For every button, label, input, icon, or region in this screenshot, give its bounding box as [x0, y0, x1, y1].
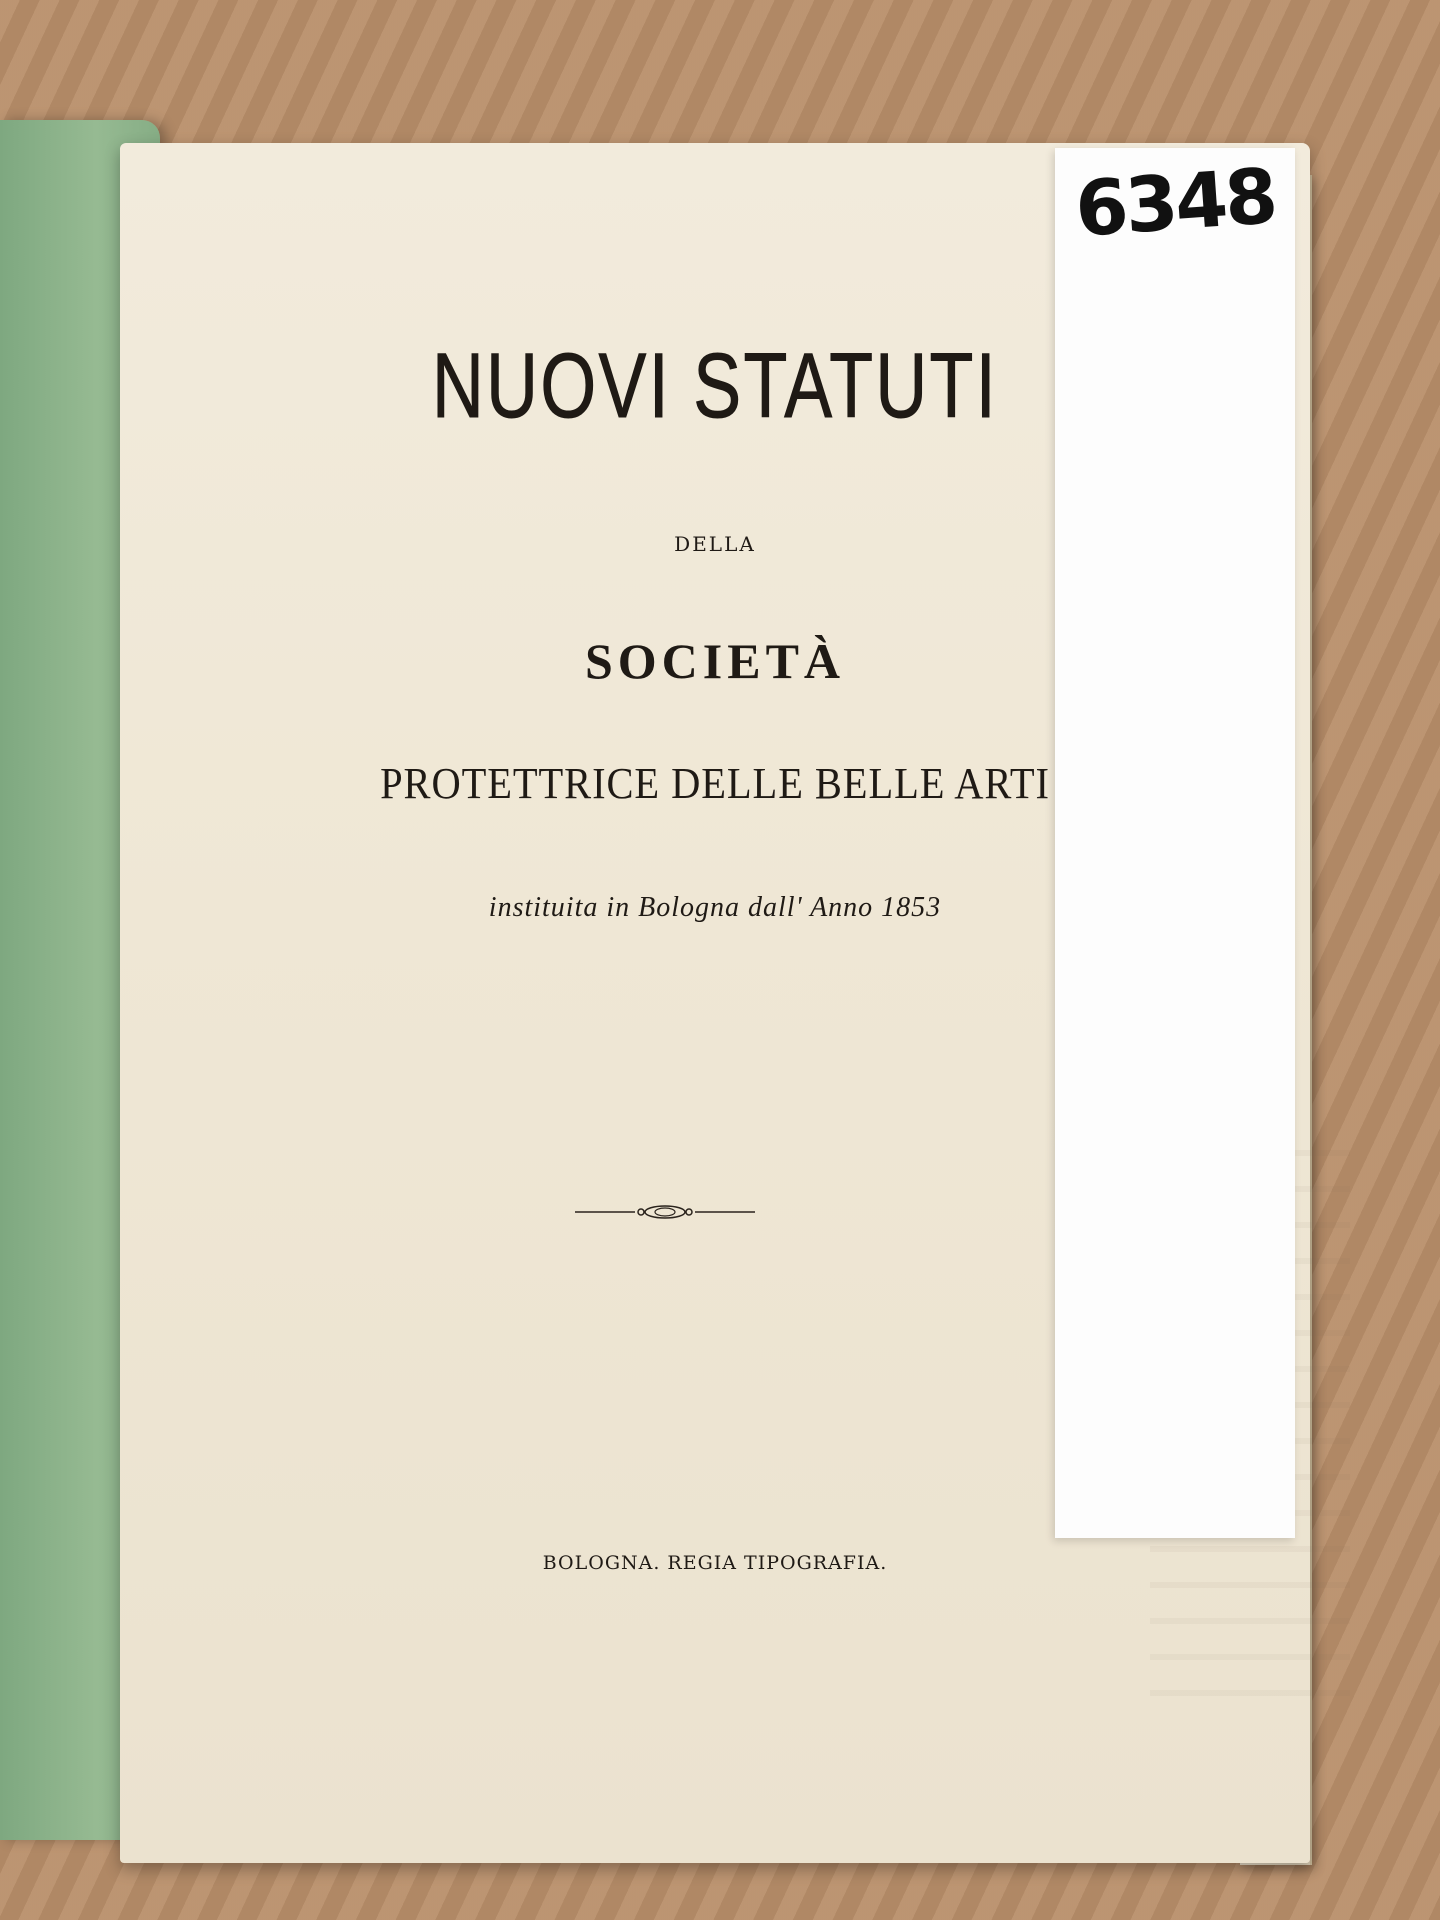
inventory-label	[1055, 148, 1295, 1538]
line-societa: SOCIETÀ	[584, 633, 846, 689]
line-protettrice: PROTETTRICE DELLE BELLE ARTI	[380, 759, 1050, 808]
line-instituita: instituita in Bologna dall' Anno 1853	[488, 892, 942, 923]
document-title: NUOVI STATUTI	[432, 335, 998, 437]
ornament-divider-icon	[575, 1200, 755, 1224]
line-della: DELLA	[674, 532, 756, 556]
label-number: 6348	[1072, 151, 1278, 254]
imprint-line: BOLOGNA. REGIA TIPOGRAFIA.	[542, 1552, 888, 1574]
